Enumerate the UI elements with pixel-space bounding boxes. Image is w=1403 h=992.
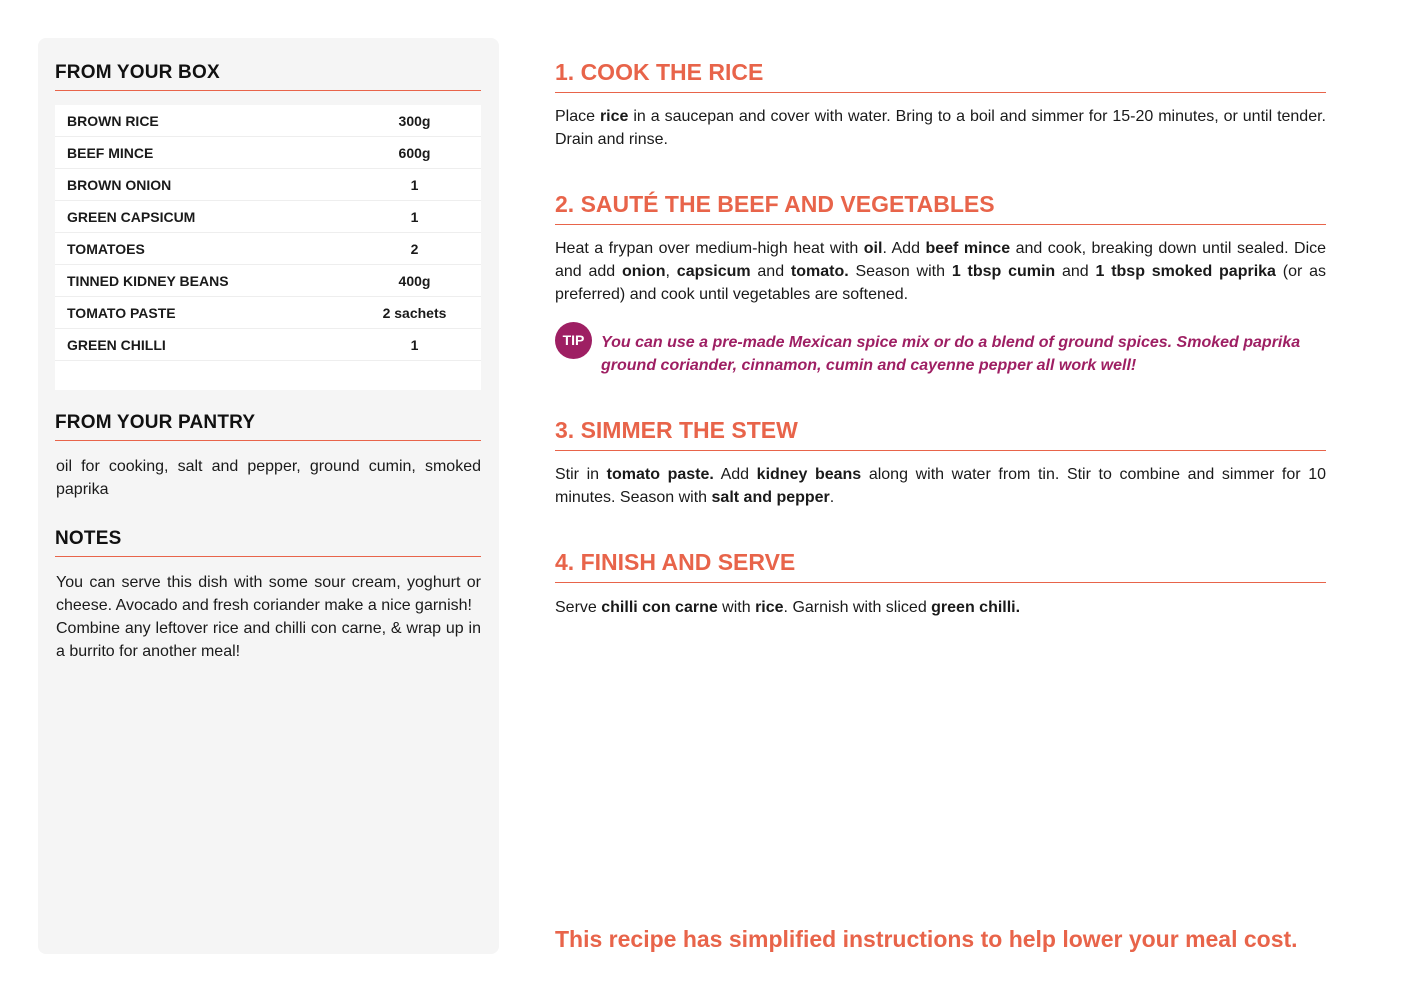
tip-badge: TIP [555,322,592,359]
step-text-segment: , [665,263,677,280]
step-2-title: 2. SAUTÉ THE BEEF AND VEGETABLES [555,191,1326,225]
step-text-segment: along with water from tin. Stir to combine and simmer for 10 minutes. Season with [555,466,1327,506]
step-text-segment: . Add [882,240,926,257]
ingredient-name: BEEF MINCE [67,144,154,161]
ingredient-name: TINNED KIDNEY BEANS [67,272,229,289]
box-heading: FROM YOUR BOX [55,62,481,91]
step-2-text [555,237,1326,306]
step-text-segment: in a saucepan and cover with water. Bring to a boil and simmer for 15-20 minutes, or until tender. Drain and rinse. [555,108,1326,148]
box-ingredients-table [55,105,481,390]
bold-ingredient: onion [622,263,666,280]
bold-ingredient: salt and pepper [711,489,830,506]
step-4-title: 4. FINISH AND SERVE [555,549,1326,583]
table-row [55,329,481,361]
bold-ingredient: kidney beans [756,466,862,483]
step-text-segment: Add [713,466,757,483]
tip-text: You can use a pre-made Mexican spice mix or do a blend of ground spices. Smoked paprika ground coriander, cinnamon, cumin and cayenne pepper all work well! [601,334,1301,374]
pantry-heading: FROM YOUR PANTRY [55,412,481,441]
step-text-segment: (or as preferred) and cook until vegetables are softened. [555,263,1327,303]
ingredient-qty: 400g [398,272,431,289]
ingredient-name: TOMATO PASTE [67,304,176,321]
table-row [55,201,481,233]
bold-ingredient: 1 tbsp smoked paprika [1095,263,1276,280]
bold-ingredient: tomato. [790,263,849,280]
step-1-text [555,105,1326,151]
ingredient-qty: 1 [410,176,419,193]
step-text-segment: with [717,599,756,616]
bold-ingredient: green chilli. [931,599,1021,616]
step-4-text [555,596,1326,619]
ingredient-name: GREEN CAPSICUM [67,208,196,225]
ingredients-panel [38,38,499,954]
notes-text [56,571,481,663]
ingredient-name: BROWN RICE [67,112,159,129]
note-line: Combine any leftover rice and chilli con carne, & wrap up in a burrito for another meal! [56,620,481,660]
notes-heading: NOTES [55,528,481,557]
table-row [55,169,481,201]
ingredient-name: BROWN ONION [67,176,172,193]
step-3-text [555,463,1326,509]
table-row [55,105,481,137]
ingredient-qty: 1 [410,336,419,353]
step-text-segment: Heat a frypan over medium-high heat with [555,240,864,257]
step-text-segment: and cook, breaking down until sealed. Dice and add [555,240,1327,280]
bold-ingredient: beef mince [925,240,1011,257]
pantry-text: oil for cooking, salt and pepper, ground cumin, smoked paprika [56,458,481,498]
bold-ingredient: oil [863,240,883,257]
ingredient-qty: 600g [398,144,431,161]
table-row [55,297,481,329]
bold-ingredient: chilli con carne [601,599,718,616]
table-row [55,233,481,265]
step-text-segment: . Garnish with sliced [783,599,932,616]
table-row [55,137,481,169]
ingredient-qty: 300g [398,112,431,129]
step-text-segment: Serve [555,599,602,616]
ingredient-qty: 2 [410,240,419,257]
ingredient-qty: 2 sachets [382,304,447,321]
ingredient-qty: 1 [410,208,419,225]
step-text-segment: Stir in [555,466,607,483]
table-row [55,265,481,297]
step-3-title: 3. SIMMER THE STEW [555,417,1326,451]
ingredient-name: TOMATOES [67,240,145,257]
note-line: You can serve this dish with some sour cream, yoghurt or cheese. Avocado and fresh coriander make a nice garnish! [56,574,481,614]
footer-note: This recipe has simplified instructions to help lower your meal cost. [555,926,1298,952]
step-text-segment: Season with [848,263,952,280]
bold-ingredient: 1 tbsp cumin [951,263,1056,280]
bold-ingredient: capsicum [676,263,751,280]
step-1-title: 1. COOK THE RICE [555,59,1326,93]
bold-ingredient: tomato paste. [606,466,714,483]
ingredient-name: GREEN CHILLI [67,336,166,353]
step-text-segment: Place [555,108,600,125]
bold-ingredient: rice [599,108,629,125]
step-text-segment: . [829,489,835,506]
step-text-segment: and [1055,263,1096,280]
bold-ingredient: rice [755,599,784,616]
step-text-segment: and [750,263,791,280]
